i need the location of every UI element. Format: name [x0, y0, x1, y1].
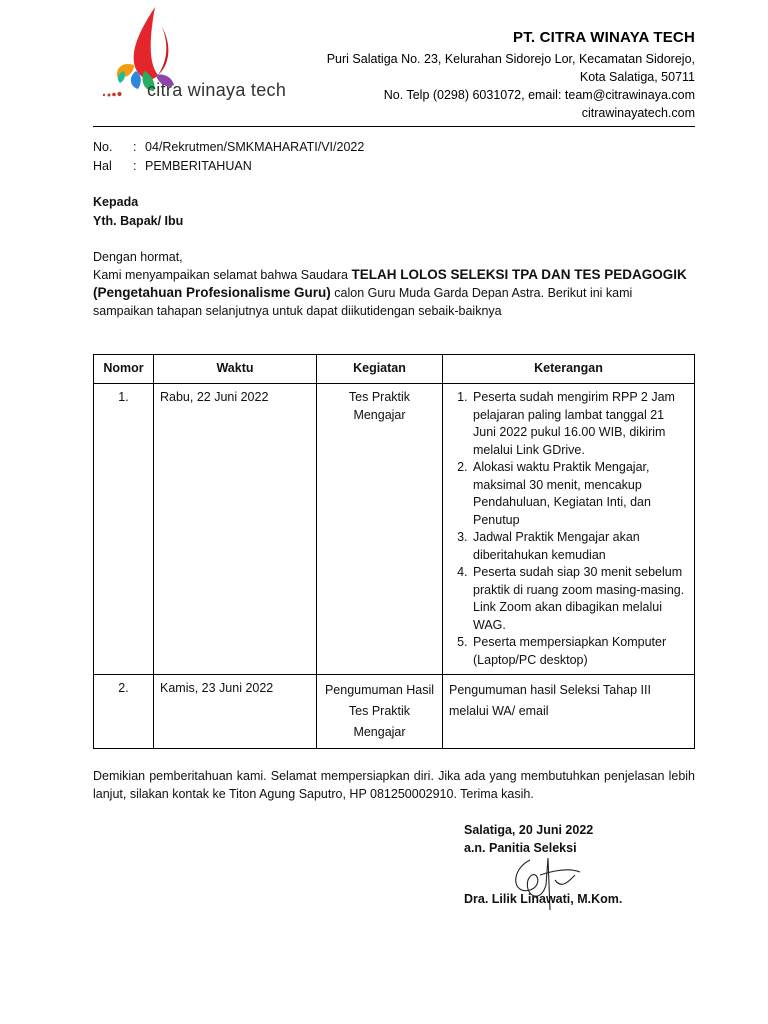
intro-text-post: calon Guru Muda Garda Depan Astra. Berikut ini kami sampaikan tahapan selanjutnya untuk dapat diikutidengan sebaik-baiknya: [93, 286, 633, 318]
number-value: 04/Rekrutmen/SMKMAHARATI/VI/2022: [145, 140, 365, 154]
colon: :: [133, 140, 137, 154]
cell-nomor: 1.: [94, 384, 154, 675]
cell-keterangan: [443, 384, 695, 675]
on-behalf: a.n. Panitia Seleksi: [464, 841, 577, 855]
table-row: [94, 675, 695, 749]
cell-kegiatan: Tes Praktik Mengajar: [317, 384, 443, 675]
address-line-1: Puri Salatiga No. 23, Kelurahan Sidorejo Lor, Kecamatan Sidorejo,: [326, 52, 695, 66]
cell-nomor: 2.: [94, 675, 154, 749]
table-header-row: [94, 355, 695, 384]
recipient-kepada: Kepada: [93, 195, 139, 209]
keterangan-list: [449, 389, 688, 669]
cell-kegiatan: Pengumuman Hasil Tes Praktik Mengajar: [317, 675, 443, 749]
cell-waktu: Rabu, 22 Juni 2022: [154, 384, 317, 675]
intro-text-pre: Kami menyampaikan selamat bahwa Saudara: [93, 268, 352, 282]
col-header-nomor: Nomor: [94, 355, 154, 384]
handwritten-signature: [500, 850, 590, 920]
website-line: citrawinayatech.com: [581, 106, 695, 120]
colon: :: [133, 159, 137, 173]
company-header: [327, 29, 695, 122]
intro-bold-title: TELAH LOLOS SELEKSI TPA DAN TES PEDAGOGIK: [351, 267, 687, 282]
subject-label: Hal: [93, 159, 112, 173]
signer-name: Dra. Lilik Linawati, M.Kom.: [464, 892, 623, 906]
place-date: Salatiga, 20 Juni 2022: [464, 823, 594, 837]
header-divider: [93, 126, 695, 127]
cell-waktu: Kamis, 23 Juni 2022: [154, 675, 317, 749]
recipient-yth: Yth. Bapak/ Ibu: [93, 214, 184, 228]
subject-value: PEMBERITAHUAN: [145, 159, 252, 173]
col-header-kegiatan: Kegiatan: [317, 355, 443, 384]
letter-subject-row: [93, 157, 364, 176]
col-header-waktu: Waktu: [154, 355, 317, 384]
schedule-table: [93, 354, 695, 749]
list-item: 3. Jadwal Praktik Mengajar akan diberitahukan kemudian: [471, 529, 688, 564]
letter-meta: [93, 138, 364, 176]
col-header-keterangan: Keterangan: [443, 355, 695, 384]
list-item: 1. Peserta sudah mengirim RPP 2 Jam pelajaran paling lambat tanggal 21 Juni 2022 pukul 16.00 WIB, dikirim melalui Link GDrive.: [471, 389, 688, 459]
closing-paragraph: Demikian pemberitahuan kami. Selamat mempersiapkan diri. Jika ada yang membutuhkan penjelasan lebih lanjut, silakan kontak ke Titon Agung Saputro, HP 081250002910. Terima kasih.: [93, 769, 695, 801]
cell-keterangan: Pengumuman hasil Seleksi Tahap III melalui WA/ email: [443, 675, 695, 749]
company-name: PT. CITRA WINAYA TECH: [513, 29, 695, 46]
list-item: 2. Alokasi waktu Praktik Mengajar, maksimal 30 menit, mencakup Pendahuluan, Kegiatan Inti, dan Penutup: [471, 459, 688, 529]
logo-text: citra winaya tech: [147, 80, 287, 100]
letter-body: [93, 248, 695, 320]
intro-bold-subtitle: (Pengetahuan Profesionalisme Guru): [93, 285, 331, 300]
contact-line: No. Telp (0298) 6031072, email: team@citrawinaya.com: [383, 88, 695, 102]
address-line-2: Kota Salatiga, 50711: [579, 70, 695, 84]
list-item: 4. Peserta sudah siap 30 menit sebelum praktik di ruang zoom masing-masing. Link Zoom akan dibagikan melalui WAG.: [471, 564, 688, 634]
number-label: No.: [93, 140, 113, 154]
greeting: Dengan hormat,: [93, 250, 183, 264]
letter-number-row: [93, 138, 364, 157]
intro-paragraph: [93, 266, 695, 320]
recipient: [93, 193, 183, 231]
list-item: 5. Peserta mempersiapkan Komputer (Laptop/PC desktop): [471, 634, 688, 669]
table-row: [94, 384, 695, 675]
